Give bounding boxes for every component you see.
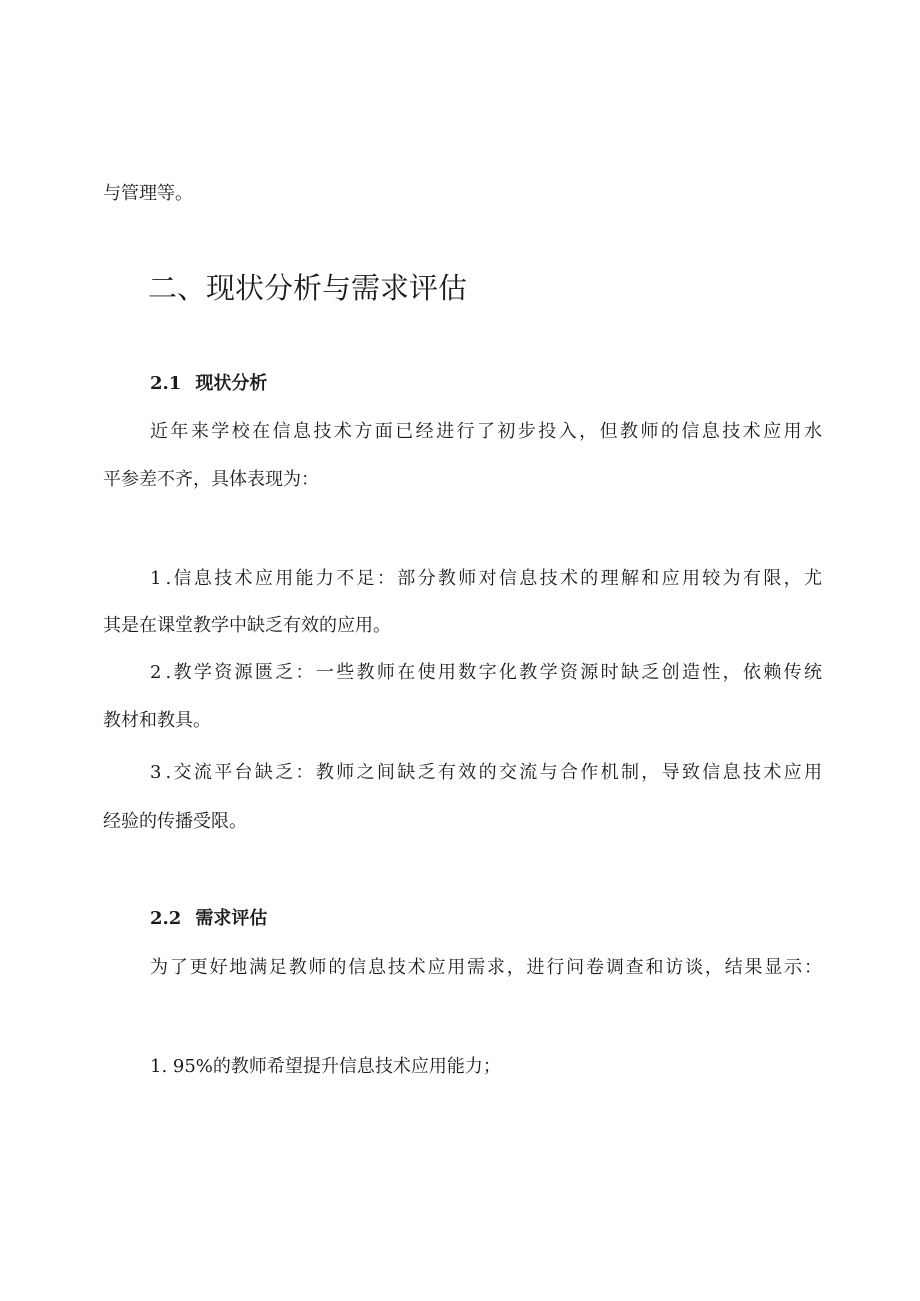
s21-item-2-number: 2 <box>150 662 162 683</box>
intro-tail-text: 与管理等。 <box>103 183 193 204</box>
s21-item-2-text: .教学资源匮乏：一些教师在使用数字化教学资源时缺乏创造性，依赖传统 <box>165 662 822 683</box>
s21-item-3-line1 <box>150 761 822 785</box>
s21-item-3-line2: 经验的传播受限。 <box>103 811 247 832</box>
subsection-2-1-heading <box>150 372 267 396</box>
s21-item-2-line2: 教材和教具。 <box>103 710 211 731</box>
s22-paragraph: 为了更好地满足教师的信息技术应用需求，进行问卷调查和访谈，结果显示： <box>150 957 822 978</box>
s21-item-2-line1 <box>150 661 822 685</box>
s21-paragraph-line1: 近年来学校在信息技术方面已经进行了初步投入，但教师的信息技术应用水 <box>150 421 822 442</box>
s21-item-3-text: .交流平台缺乏：教师之间缺乏有效的交流与合作机制，导致信息技术应用 <box>165 762 822 783</box>
subsection-2-2-title: 需求评估 <box>195 908 268 929</box>
subsection-2-2-heading <box>150 907 267 931</box>
section-title: 二、现状分析与需求评估 <box>148 271 468 305</box>
s21-item-1-number: 1 <box>150 568 162 589</box>
s22-item-1: 1. 95%的教师希望提升信息技术应用能力； <box>150 1056 501 1077</box>
s21-item-1-text: .信息技术应用能力不足：部分教师对信息技术的理解和应用较为有限，尤 <box>165 568 822 589</box>
s21-item-1-line2: 其是在课堂教学中缺乏有效的应用。 <box>103 615 391 636</box>
s21-paragraph-line2: 平参差不齐，具体表现为： <box>103 469 319 490</box>
subsection-2-1-title: 现状分析 <box>195 373 268 394</box>
s21-item-3-number: 3 <box>150 762 162 783</box>
subsection-2-1-number: 2.1 <box>150 373 182 394</box>
s21-item-1-line1 <box>150 567 822 591</box>
subsection-2-2-number: 2.2 <box>150 908 182 929</box>
